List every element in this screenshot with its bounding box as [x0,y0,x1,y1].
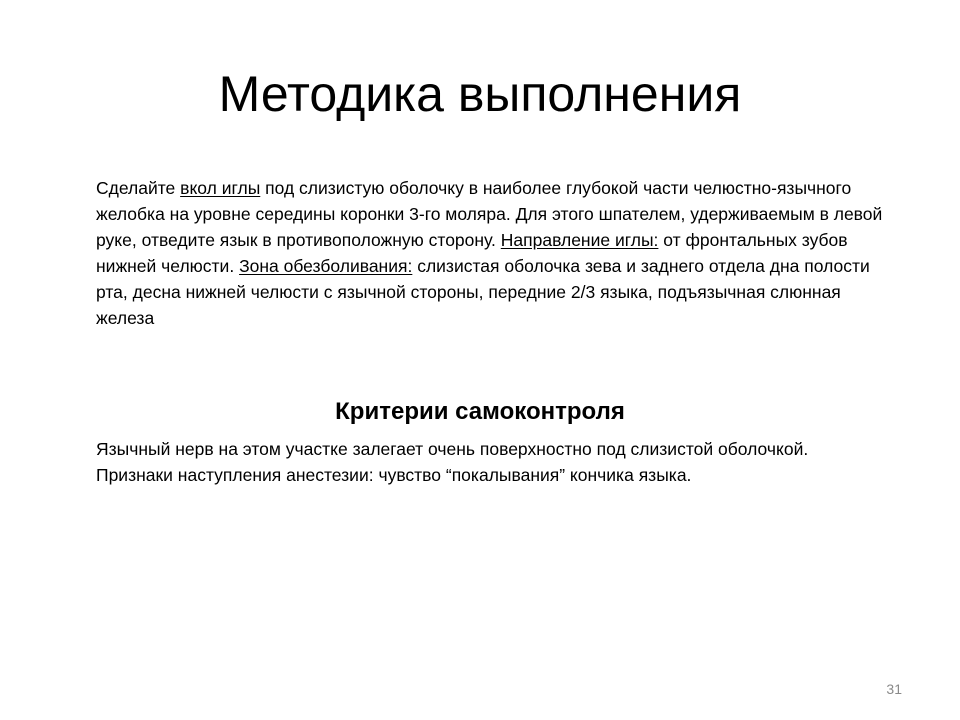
criteria-heading: Критерии самоконтроля [335,398,625,425]
technique-text-1: Сделайте [96,178,181,198]
slide-title: Методика выполнения [218,66,742,122]
criteria-line-1: Язычный нерв на этом участке залегает очень поверхностно под слизистой оболочкой. [96,439,809,459]
page-number: 31 [886,681,902,697]
technique-paragraph [96,175,896,331]
technique-text-4: слизистая оболочка зева и заднего отдела дна полости рта, десна нижней челюсти с язычной стороны, передние 2/3 языка, подъязычная слюнная железа [96,256,870,328]
technique-text-3: от фронтальных зубов нижней челюсти. [96,230,848,276]
criteria-paragraph [96,436,896,488]
direction-term: Направление иглы: [500,230,659,250]
criteria-line-2: Признаки наступления анестезии: чувство “покалывания” кончика языка. [96,465,692,485]
anesthesia-zone-term: Зона обезболивания: [239,256,413,276]
technique-text-2: под слизистую оболочку в наиболее глубокой части челюстно-язычного желобка на уровне середины коронки 3-го моляра. Для этого шпателем, удерживаемым в левой руке, отведите язык в противоположную сторону. [96,178,883,250]
injection-term: вкол иглы [180,178,261,198]
